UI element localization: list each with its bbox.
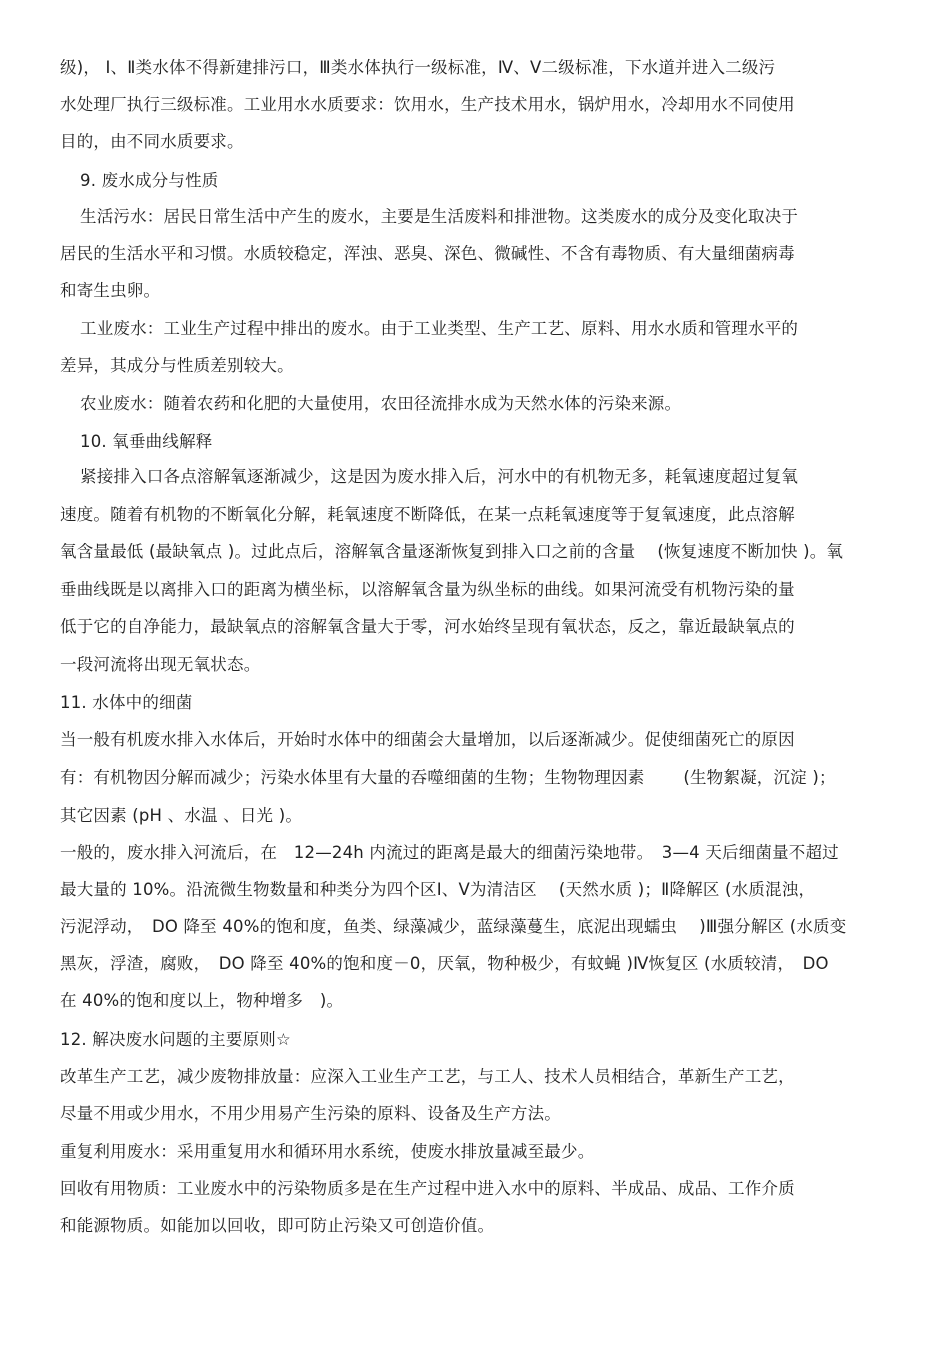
text-line: 重复利用废水：采用重复用水和循环用水系统，使废水排放量减至最少。 — [60, 1142, 595, 1161]
section-heading: 11. 水体中的细菌 — [60, 693, 193, 712]
text-line: 污泥浮动， DO 降至 40%的饱和度，鱼类、绿藻减少，蓝绿藻蔓生，底泥出现蠕虫 )Ⅲ强分解区 (水质变 — [60, 917, 847, 936]
text-line: 水处理厂执行三级标准。工业用水水质要求：饮用水，生产技术用水，锅炉用水，冷却用水不同使用 — [60, 95, 795, 114]
text-line: 和能源物质。如能加以回收，即可防止污染又可创造价值。 — [60, 1216, 495, 1235]
text-line: 低于它的自净能力，最缺氧点的溶解氧含量大于零，河水始终呈现有氧状态，反之，靠近最缺氧点的 — [60, 617, 795, 636]
text-line: 有：有机物因分解而减少；污染水体里有大量的吞噬细菌的生物；生物物理因素 (生物絮凝，沉淀 )； — [60, 768, 836, 787]
text-line: 当一般有机废水排入水体后，开始时水体中的细菌会大量增加，以后逐渐减少。促使细菌死亡的原因 — [60, 730, 795, 749]
text-line: 工业废水：工业生产过程中排出的废水。由于工业类型、生产工艺、原料、用水水质和管理水平的 — [80, 319, 799, 338]
text-line: 生活污水：居民日常生活中产生的废水，主要是生活废料和排泄物。这类废水的成分及变化取决于 — [80, 207, 799, 226]
text-line: 垂曲线既是以离排入口的距离为横坐标，以溶解氧含量为纵坐标的曲线。如果河流受有机物污染的量 — [60, 580, 795, 599]
section-heading: 9. 废水成分与性质 — [80, 171, 219, 190]
text-line: 在 40%的饱和度以上，物种增多 )。 — [60, 991, 344, 1010]
text-line: 速度。随着有机物的不断氧化分解，耗氧速度不断降低，在某一点耗氧速度等于复氧速度，此点溶解 — [60, 505, 795, 524]
text-line: 目的，由不同水质要求。 — [60, 132, 244, 151]
text-line: 尽量不用或少用水，不用少用易产生污染的原料、设备及生产方法。 — [60, 1104, 561, 1123]
text-line: 级)， Ⅰ、Ⅱ类水体不得新建排污口，Ⅲ类水体执行一级标准，Ⅳ、Ⅴ二级标准，下水道并进入二级污 — [60, 58, 776, 77]
text-line: 最大量的 10%。沿流微生物数量和种类分为四个区Ⅰ、Ⅴ为清洁区 (天然水质 )；Ⅱ降解区 (水质混浊， — [60, 880, 816, 899]
text-line: 黑灰，浮渣，腐败， DO 降至 40%的饱和度－0，厌氧，物种极少，有蚊蝇 )Ⅳ恢复区 (水质较清， DO — [60, 954, 829, 973]
text-line: 紧接排入口各点溶解氧逐渐减少，这是因为废水排入后，河水中的有机物无多，耗氧速度超过复氧 — [80, 467, 799, 486]
text-line: 改革生产工艺，减少废物排放量：应深入工业生产工艺，与工人、技术人员相结合，革新生产工艺， — [60, 1067, 795, 1086]
text-line: 农业废水：随着农药和化肥的大量使用，农田径流排水成为天然水体的污染来源。 — [80, 394, 682, 413]
text-line: 氧含量最低 (最缺氧点 )。过此点后，溶解氧含量逐渐恢复到排入口之前的含量 (恢复速度不断加快 )。氧 — [60, 542, 844, 561]
text-line: 居民的生活水平和习惯。水质较稳定，浑浊、恶臭、深色、微碱性、不含有毒物质、有大量细菌病毒 — [60, 244, 795, 263]
text-line: 一般的，废水排入河流后，在 12—24h 内流过的距离是最大的细菌污染地带。 3—4 天后细菌量不超过 — [60, 843, 839, 862]
text-line: 差异，其成分与性质差别较大。 — [60, 356, 294, 375]
text-line: 和寄生虫卵。 — [60, 281, 161, 300]
section-heading: 12. 解决废水问题的主要原则☆ — [60, 1030, 291, 1049]
section-heading: 10. 氧垂曲线解释 — [80, 432, 213, 451]
text-line: 一段河流将出现无氧状态。 — [60, 655, 261, 674]
text-line: 其它因素 (pH 、水温 、日光 )。 — [60, 806, 303, 825]
text-line: 回收有用物质：工业废水中的污染物质多是在生产过程中进入水中的原料、半成品、成品、工作介质 — [60, 1179, 795, 1198]
